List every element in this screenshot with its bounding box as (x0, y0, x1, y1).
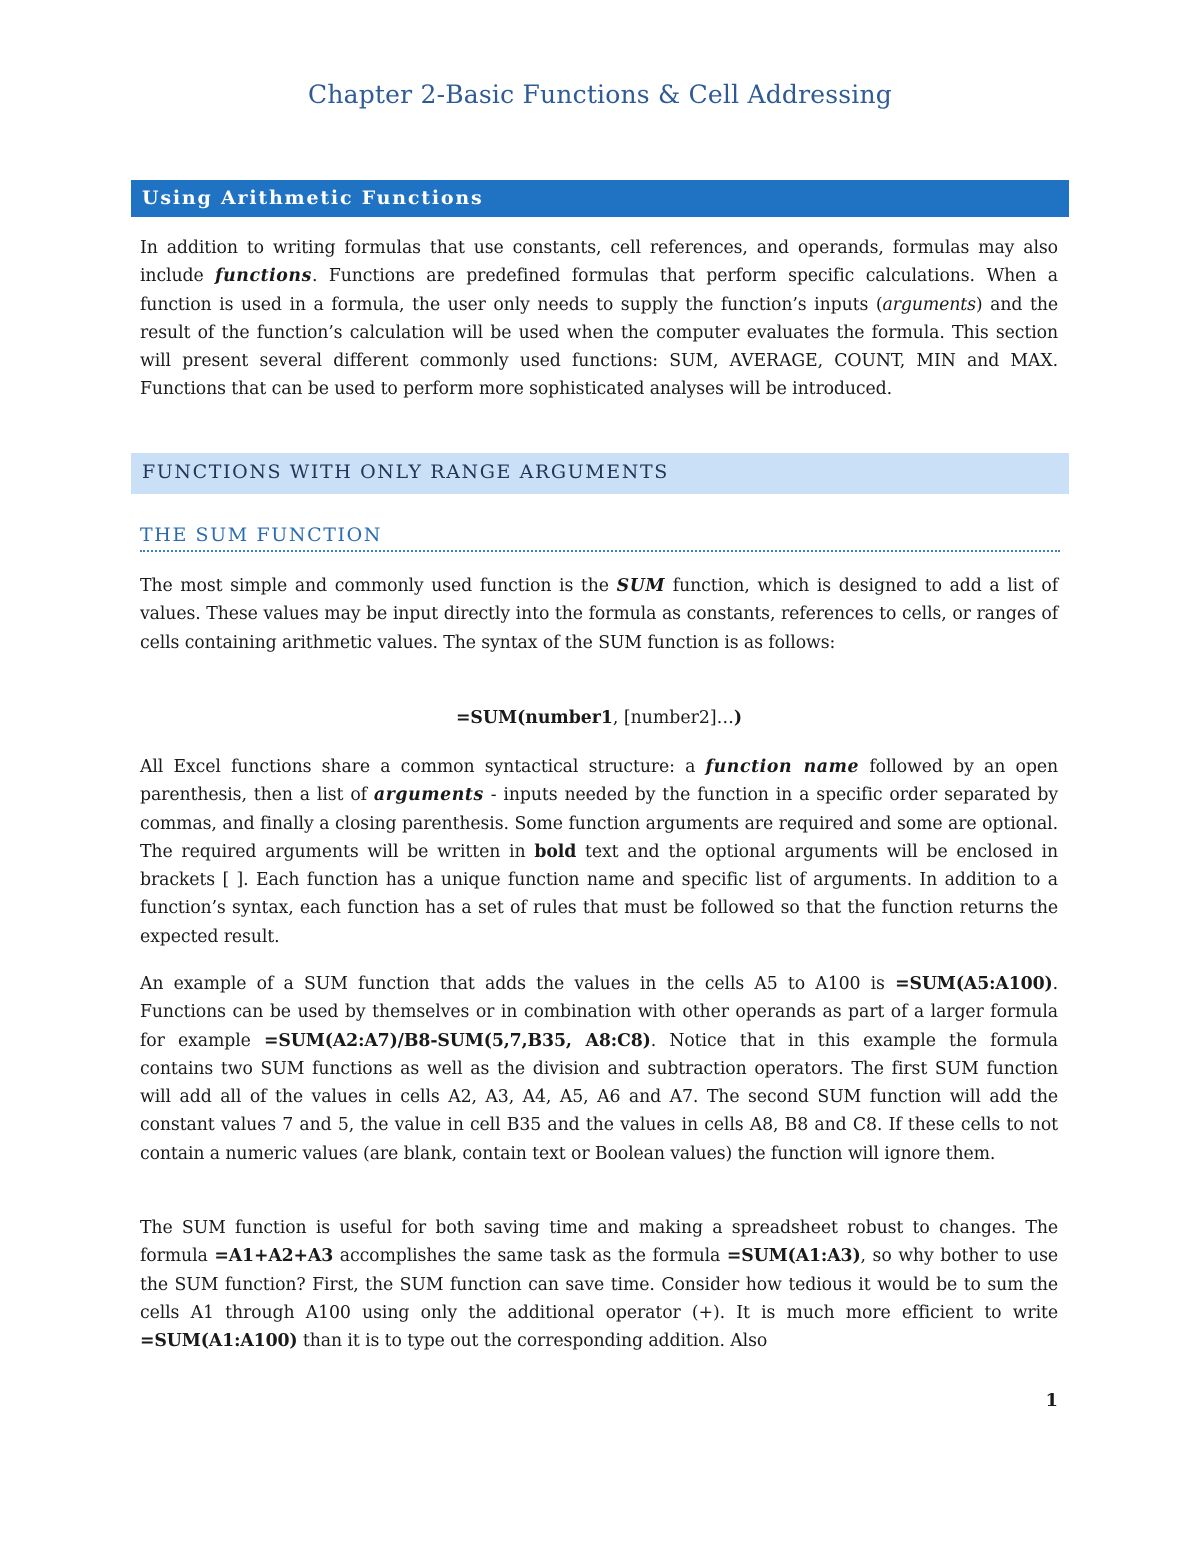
syntax-close: ) (733, 708, 743, 728)
paragraph-sum-usefulness (140, 1214, 1058, 1355)
text-run: - inputs needed by the function in a specific order separated by commas, and finally a closing parenthesis. Some function arguments are required and some are optional. The required arguments will be written in (140, 785, 1059, 862)
text-run: . Notice that in this example the formula contains two SUM functions as well as the division and subtraction operators. The first SUM function will add all of the values in cells A2, A3, A4, A5, A6 and A7. The second SUM function will add the constant values 7 and 5, the value in cell B35 and the values in cells A8, B8 and C8. If these cells to not contain a numeric values (are blank, contain text or Boolean values) the function will ignore them. (140, 1030, 1059, 1164)
formula-sum-a5-a100: =SUM(A5:A100) (895, 974, 1053, 994)
paragraph-syntax-structure (140, 753, 1058, 951)
text-run: accomplishes the same task as the formula (333, 1246, 727, 1267)
text-run: , so why bother to use the SUM function? First, the SUM function can save time. Consider how tedious it would be to sum the cells A1 through A100 using only the additional operator (+). It is much more efficient to write (140, 1246, 1058, 1323)
syntax-required: =SUM(number1 (455, 708, 613, 728)
text-run: than it is to type out the corresponding addition. Also (297, 1331, 768, 1352)
paragraph-intro (140, 234, 1058, 404)
text-run: An example of a SUM function that adds the values in the cells A5 to A100 is (140, 974, 896, 994)
text-run: ) and the result of the function’s calculation will be used when the computer evaluates the formula. This section will present several different commonly used functions: SUM, AVERAGE, COUNT, MIN and MAX. Functions that can be used to perform more sophisticated analyses will be introduced. (140, 294, 1058, 400)
emphasis-arguments: arguments (373, 785, 484, 806)
section-heading-arithmetic-functions: Using Arithmetic Functions (131, 180, 1069, 217)
text-run: . Functions are predefined formulas that perform specific calculations. When a function is used in a formula, the user only needs to supply the function’s inputs ( (140, 266, 1058, 315)
formula-sum-a1-a100: =SUM(A1:A100) (140, 1331, 298, 1352)
syntax-optional: , [number2]… (612, 708, 734, 728)
text-run: The SUM function is useful for both saving time and making a spreadsheet robust to changes. The formula (140, 1218, 1058, 1267)
subsection-heading-range-arguments: FUNCTIONS WITH ONLY RANGE ARGUMENTS (131, 453, 1069, 494)
subsubsection-heading-sum-function: THE SUM FUNCTION (140, 522, 1060, 552)
text-run: followed by an open parenthesis, then a list of (140, 757, 1058, 806)
text-run: . Functions can be used by themselves or in combination with other operands as part of a larger formula for example (140, 974, 1058, 1051)
emphasis-bold: bold (534, 841, 577, 862)
paragraph-sum-intro (140, 572, 1058, 657)
emphasis-sum: SUM (616, 576, 666, 596)
text-run: The most simple and commonly used function is the (140, 576, 617, 596)
chapter-title: Chapter 2-Basic Functions & Cell Addressing (307, 80, 893, 109)
formula-sum-a1-a3: =SUM(A1:A3) (726, 1246, 861, 1267)
sum-syntax (140, 704, 1058, 732)
text-run: function, which is designed to add a list of values. These values may be input directly into the formula as constants, references to cells, or ranges of cells containing arithmetic values. The syntax of the SUM function is as follows: (140, 576, 1059, 653)
text-run: text and the optional arguments will be enclosed in brackets [ ]. Each function has a unique function name and specific list of arguments. In addition to a function’s syntax, each function has a set of rules that must be followed so that the function returns the expected result. (140, 841, 1058, 947)
formula-addition: =A1+A2+A3 (214, 1246, 334, 1267)
emphasis-arguments: arguments (882, 294, 976, 315)
formula-combined: =SUM(A2:A7)/B8-SUM(5,7,B35, A8:C8) (264, 1030, 651, 1051)
paragraph-sum-example (140, 970, 1058, 1168)
text-run: All Excel functions share a common syntactical structure: a (140, 757, 706, 777)
emphasis-functions: functions (215, 266, 312, 287)
text-run: In addition to writing formulas that use constants, cell references, and operands, formulas may also include (140, 238, 1058, 287)
page-number: 1 (1045, 1390, 1058, 1411)
emphasis-function-name: function name (705, 757, 860, 777)
